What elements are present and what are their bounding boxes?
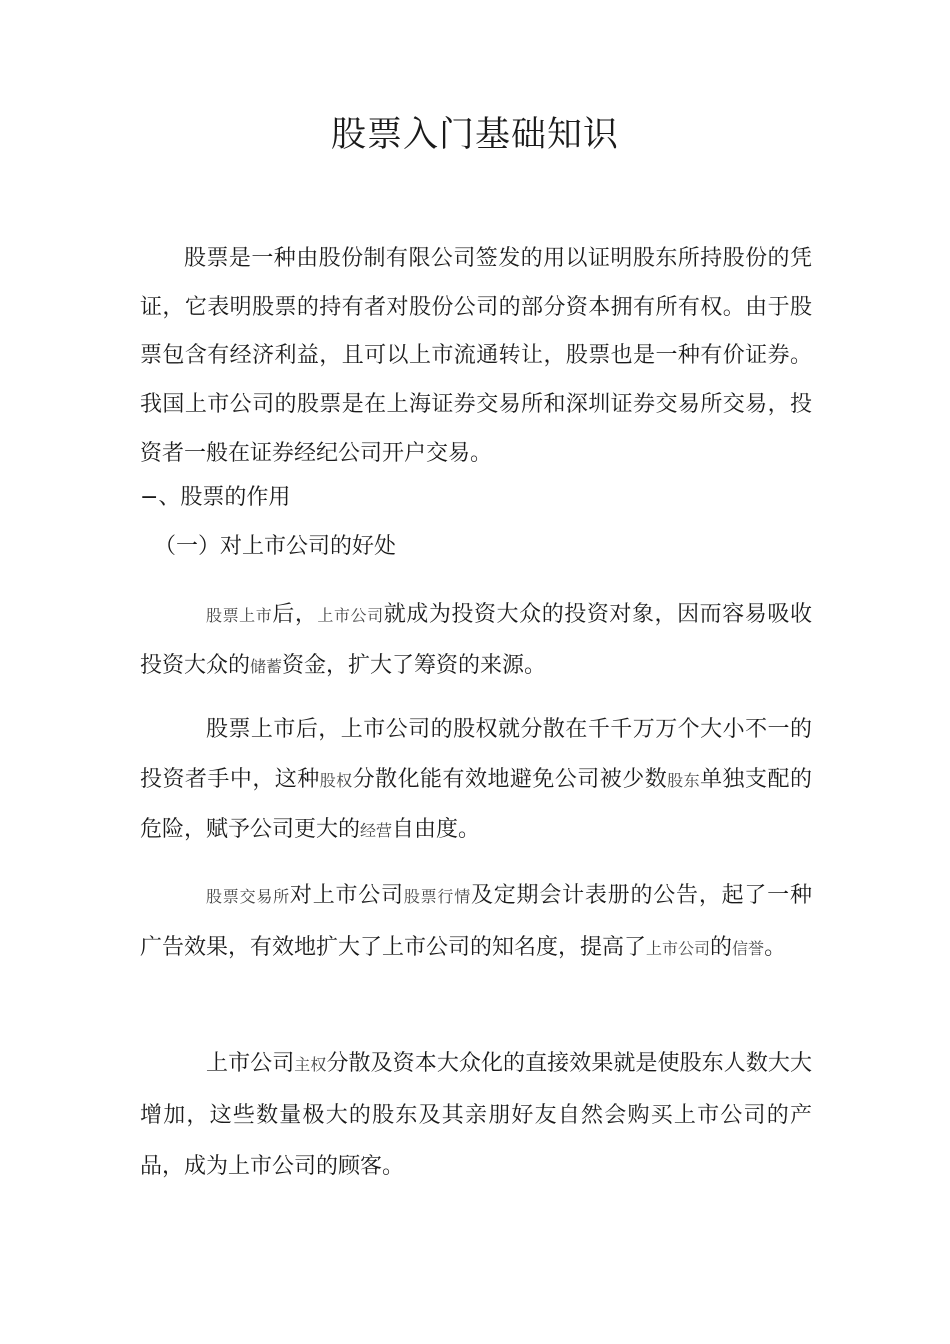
paragraph-advertising-effect <box>140 870 812 974</box>
inline-term: 经营 <box>360 821 393 840</box>
inline-term: 上市公司 <box>317 606 384 625</box>
inline-term: 股东 <box>667 770 701 790</box>
inline-term: 股票上市 <box>206 606 273 625</box>
body-text: 的 <box>710 935 733 960</box>
subsection-heading: （一）对上市公司的好处 <box>154 534 397 559</box>
body-text: 就成为投资大众的投资对象，因而容易吸收投资大众的 <box>140 602 812 678</box>
body-text: 资金，扩大了筹资的来源。 <box>282 652 547 678</box>
body-text: 分散化能有效地避免公司被少数 <box>352 766 668 792</box>
body-text: 对上市公司 <box>289 883 404 908</box>
inline-term: 股权 <box>319 770 353 790</box>
body-text: 上市公司 <box>206 1051 295 1076</box>
paragraph-equity-dispersion <box>140 705 812 856</box>
inline-term: 主权 <box>294 1055 327 1074</box>
inline-term: 储蓄 <box>250 656 283 676</box>
body-text: 后， <box>272 602 318 627</box>
inline-term: 股票行情 <box>403 887 471 906</box>
section-heading: −、股票的作用 <box>140 485 291 510</box>
body-text: 及定期会计表册的公告，起了一种广告效果，有效地扩大了上市公司的知名度，提高了 <box>140 883 812 960</box>
body-text: 自由度。 <box>392 817 481 842</box>
intro-paragraph: 股票是一种由股份制有限公司签发的用以证明股东所持股份的凭证，它表明股票的持有者对股份公司的部分资本拥有所有权。由于股票包含有经济利益，且可以上市流通转让，股票也是一种有价证券。我国上市公司的股票是在上海证券交易所和深圳证券交易所交易，投资者一般在证券经纪公司开户交易。 <box>140 246 812 466</box>
inline-term: 上市公司 <box>646 939 711 958</box>
body-text: 分散及资本大众化的直接效果就是使股东人数大大增加，这些数量极大的股东及其亲朋好友自然会购买上市公司的产品，成为上市公司的顾客。 <box>140 1051 812 1179</box>
document-title: 股票入门基础知识 <box>330 115 619 155</box>
inline-term: 信誉 <box>732 939 765 958</box>
paragraph-customer-base <box>140 1038 812 1192</box>
body-text: 单独支配的危险，赋予公司更大的 <box>140 766 812 842</box>
body-text: 。 <box>764 935 787 960</box>
inline-term: 股票交易所 <box>206 887 290 906</box>
body-text: 股票上市后，上市公司的股权就分散在千千万万个大小不一的投资者手中，这种 <box>140 717 812 792</box>
paragraph-investment-target <box>140 590 812 691</box>
